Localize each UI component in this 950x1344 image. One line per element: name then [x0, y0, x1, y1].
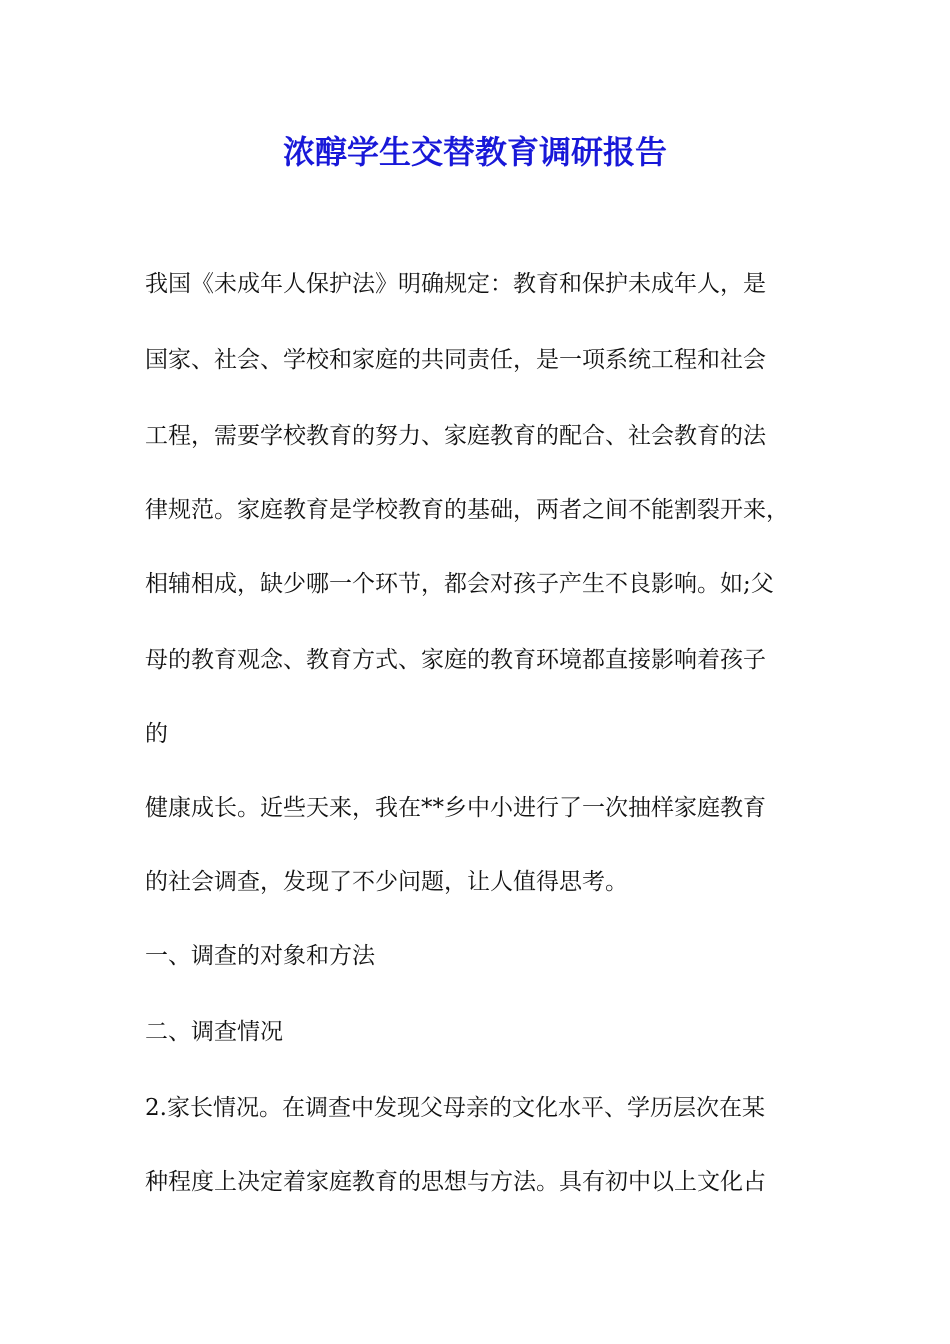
paragraph-line: 我国《未成年人保护法》明确规定：教育和保护未成年人，是	[145, 271, 766, 297]
paragraph-line: 种程度上决定着家庭教育的思想与方法。具有初中以上文化占	[145, 1169, 766, 1195]
paragraph-line: 的社会调查，发现了不少问题，让人值得思考。	[145, 869, 628, 895]
section-heading: 二、调查情况	[145, 1019, 283, 1045]
paragraph-line: 的	[145, 721, 168, 747]
paragraph-line: 国家、社会、学校和家庭的共同责任，是一项系统工程和社会	[145, 347, 766, 373]
section-heading: 一、调查的对象和方法	[145, 943, 375, 969]
paragraph-line: 2.家长情况。在调查中发现父母亲的文化水平、学历层次在某	[145, 1095, 765, 1121]
paragraph-line: 律规范。家庭教育是学校教育的基础，两者之间不能割裂开来，	[145, 497, 789, 523]
paragraph-line: 工程，需要学校教育的努力、家庭教育的配合、社会教育的法	[145, 423, 766, 449]
document-title: 浓醇学生交替教育调研报告	[282, 133, 667, 171]
paragraph-line: 母的教育观念、教育方式、家庭的教育环境都直接影响着孩子	[145, 647, 766, 673]
paragraph-line: 健康成长。近些天来，我在**乡中小进行了一次抽样家庭教育	[145, 795, 766, 821]
paragraph-line: 相辅相成，缺少哪一个环节，都会对孩子产生不良影响。如;父	[145, 571, 774, 597]
